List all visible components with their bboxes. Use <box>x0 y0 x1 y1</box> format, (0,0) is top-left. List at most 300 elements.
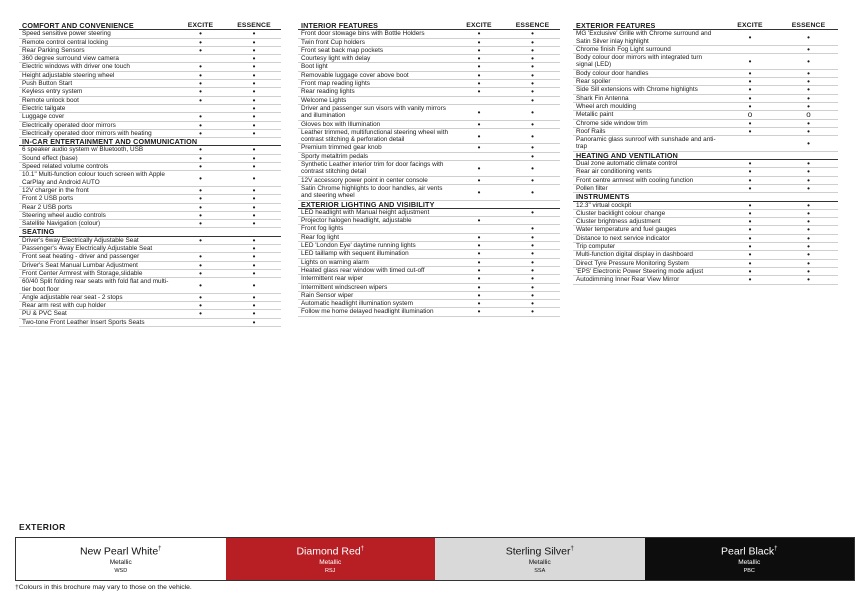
table-row <box>573 267 838 275</box>
essence-mark: • <box>227 318 281 326</box>
essence-mark: • <box>779 86 838 94</box>
excite-mark: • <box>721 267 779 275</box>
table-row <box>573 86 838 94</box>
table-row <box>19 245 281 253</box>
table-row <box>573 69 838 77</box>
essence-mark: • <box>505 233 560 241</box>
essence-mark: • <box>227 171 281 187</box>
essence-mark: • <box>505 80 560 88</box>
feature-name: Body colour door mirrors with integrated turn signal (LED) <box>573 54 721 70</box>
essence-mark: • <box>505 283 560 291</box>
excite-mark: • <box>174 171 227 187</box>
excite-mark: • <box>721 102 779 110</box>
feature-name: 12V charger in the front <box>19 186 174 194</box>
excite-mark: • <box>721 160 779 168</box>
essence-mark: • <box>227 261 281 269</box>
colour-code: WSD <box>114 567 128 574</box>
essence-mark: • <box>227 71 281 79</box>
excite-mark: • <box>174 121 227 129</box>
excite-mark: • <box>174 269 227 277</box>
essence-mark: • <box>227 46 281 54</box>
table-row <box>19 261 281 269</box>
feature-name: 12V accessory power point in center console <box>298 176 453 184</box>
colour-name: Diamond Red <box>296 545 361 558</box>
colour-swatch-silver <box>435 538 645 580</box>
colour-name: Pearl Black <box>721 545 775 558</box>
excite-mark: • <box>721 176 779 184</box>
feature-name: Dual zone automatic climate control <box>573 160 721 168</box>
excite-header: EXCITE <box>453 22 505 30</box>
feature-name: Boot light <box>298 63 453 71</box>
table-row <box>573 45 838 53</box>
essence-header: ESSENCE <box>779 22 838 30</box>
feature-name: Electric tailgate <box>19 104 174 112</box>
excite-mark: • <box>174 220 227 228</box>
table-row <box>298 208 560 216</box>
table-row <box>19 63 281 71</box>
excite-header: EXCITE <box>721 22 779 30</box>
essence-mark: • <box>227 245 281 253</box>
feature-name: Cluster backlight colour change <box>573 209 721 217</box>
table-row <box>573 201 838 209</box>
excite-mark: • <box>174 163 227 171</box>
excite-mark: • <box>174 253 227 261</box>
excite-mark: • <box>721 276 779 284</box>
colour-type: Metallic <box>109 558 132 566</box>
table-row <box>19 121 281 129</box>
table-row <box>19 186 281 194</box>
essence-mark: • <box>779 78 838 86</box>
spec-table <box>298 22 560 317</box>
feature-name: Automatic headlight illumination system <box>298 300 453 308</box>
excite-mark: • <box>721 251 779 259</box>
table-row <box>573 234 838 242</box>
colour-mark: † <box>570 546 574 553</box>
table-row <box>19 55 281 63</box>
feature-name: Front fog lights <box>298 225 453 233</box>
feature-name: Autodimming Inner Rear View Mirror <box>573 276 721 284</box>
feature-name: Front Center Armrest with Storage,slidable <box>19 269 174 277</box>
excite-mark: • <box>453 38 505 46</box>
excite-mark: • <box>453 300 505 308</box>
colour-name: Sterling Silver <box>505 545 571 558</box>
feature-name: Angle adjustable rear seat - 2 stops <box>19 293 174 301</box>
feature-name: Heated glass rear window with timed cut-off <box>298 266 453 274</box>
essence-mark: • <box>505 128 560 144</box>
excite-mark: • <box>174 88 227 96</box>
feature-name: Rear reading lights <box>298 88 453 96</box>
table-row <box>19 38 281 46</box>
excite-mark: • <box>174 261 227 269</box>
excite-mark: • <box>721 234 779 242</box>
table-row <box>298 217 560 225</box>
excite-mark: • <box>453 242 505 250</box>
excite-mark: • <box>174 46 227 54</box>
table-row <box>573 30 838 46</box>
table-row <box>298 266 560 274</box>
table-row <box>19 203 281 211</box>
excite-mark: o <box>721 111 779 119</box>
essence-mark: • <box>505 55 560 63</box>
table-row <box>19 154 281 162</box>
section-header-row <box>573 151 838 159</box>
excite-mark: • <box>453 283 505 291</box>
essence-mark: • <box>227 293 281 301</box>
feature-name: Distance to next service indicator <box>573 234 721 242</box>
essence-mark: • <box>779 234 838 242</box>
feature-name: Lights on warning alarm <box>298 258 453 266</box>
column-header-row <box>298 22 560 30</box>
table-row <box>298 71 560 79</box>
essence-mark: • <box>505 104 560 120</box>
excite-mark: • <box>174 154 227 162</box>
feature-name: Intermittent windscreen wipers <box>298 283 453 291</box>
essence-mark: • <box>505 161 560 177</box>
essence-mark: • <box>227 38 281 46</box>
table-row <box>298 46 560 54</box>
excite-mark: • <box>174 113 227 121</box>
table-row <box>298 233 560 241</box>
table-row <box>19 293 281 301</box>
feature-name: Passenger's 4way Electrically Adjustable Seat <box>19 245 174 253</box>
table-row <box>19 163 281 171</box>
essence-mark: • <box>779 267 838 275</box>
essence-mark: • <box>505 176 560 184</box>
table-row <box>19 96 281 104</box>
feature-name: Rear fog light <box>298 233 453 241</box>
feature-name: Rear 2 USB ports <box>19 203 174 211</box>
table-row <box>573 168 838 176</box>
feature-name: Rear air conditioning vents <box>573 168 721 176</box>
essence-mark: • <box>779 30 838 46</box>
table-row <box>573 78 838 86</box>
feature-name: Sound effect (base) <box>19 154 174 162</box>
essence-mark: • <box>779 218 838 226</box>
feature-name: Speed sensitive power steering <box>19 30 174 38</box>
feature-name: Trip computer <box>573 243 721 251</box>
excite-mark: • <box>174 293 227 301</box>
excite-mark: • <box>174 195 227 203</box>
excite-mark: • <box>453 80 505 88</box>
feature-name: Steering wheel audio controls <box>19 211 174 219</box>
feature-name: Satin Chrome highlights to door handles, air vents and steering wheel <box>298 184 453 200</box>
feature-name: MG 'Exclusive' Grille with Chrome surround and Satin Silver inlay highlight <box>573 30 721 46</box>
essence-mark: • <box>505 38 560 46</box>
feature-name: Remote unlock boot <box>19 96 174 104</box>
excite-mark: • <box>174 203 227 211</box>
excite-mark: • <box>721 30 779 46</box>
table-row <box>298 120 560 128</box>
essence-mark: • <box>227 163 281 171</box>
essence-mark: • <box>779 160 838 168</box>
essence-mark: • <box>227 195 281 203</box>
table-row <box>298 38 560 46</box>
essence-mark: • <box>779 176 838 184</box>
feature-name: Electric windows with driver one touch <box>19 63 174 71</box>
essence-mark: • <box>227 278 281 294</box>
colour-swatches <box>15 537 855 581</box>
table-row <box>19 318 281 326</box>
feature-name: Shark Fin Antenna <box>573 94 721 102</box>
section-header-row <box>19 138 281 146</box>
feature-name: Gloves box with Illumination <box>298 120 453 128</box>
section-header-row <box>298 200 560 208</box>
table-row <box>573 136 838 152</box>
essence-mark: • <box>505 308 560 316</box>
feature-name: Two-tone Front Leather Insert Sports Seats <box>19 318 174 326</box>
table-row <box>573 276 838 284</box>
feature-name: Welcome Lights <box>298 96 453 104</box>
feature-name: Panoramic glass sunroof with sunshade and anti-trap <box>573 136 721 152</box>
section-title: INSTRUMENTS <box>573 193 838 201</box>
table-row <box>19 71 281 79</box>
essence-mark: • <box>227 121 281 129</box>
feature-name: Chrome finish Fog Light surround <box>573 45 721 53</box>
table-row <box>19 80 281 88</box>
feature-name: Water temperature and fuel gauges <box>573 226 721 234</box>
excite-mark: • <box>721 86 779 94</box>
section-title: IN-CAR ENTERTAINMENT AND COMMUNICATION <box>19 138 281 146</box>
essence-mark: • <box>505 144 560 152</box>
excite-mark: • <box>721 226 779 234</box>
table-row <box>298 88 560 96</box>
colour-swatch-red <box>226 538 436 580</box>
feature-name: Luggage cover <box>19 113 174 121</box>
table-row <box>19 171 281 187</box>
essence-mark: • <box>505 184 560 200</box>
feature-name: Front seat heating - driver and passenger <box>19 253 174 261</box>
essence-mark: • <box>227 203 281 211</box>
feature-name: 'EPS' Electronic Power Steering mode adjust <box>573 267 721 275</box>
excite-mark: • <box>453 233 505 241</box>
table-row <box>573 176 838 184</box>
spec-column-3 <box>573 22 838 285</box>
colour-mark: † <box>158 546 162 553</box>
essence-mark: • <box>505 250 560 258</box>
table-row <box>19 220 281 228</box>
table-row <box>298 55 560 63</box>
section-title: SEATING <box>19 228 281 236</box>
feature-name: Metallic paint <box>573 111 721 119</box>
feature-name: LED headlight with Manual height adjustment <box>298 208 453 216</box>
excite-mark <box>721 45 779 53</box>
feature-name: Rear spoiler <box>573 78 721 86</box>
feature-name: Direct Tyre Pressure Monitoring System <box>573 259 721 267</box>
colour-swatch-black <box>645 538 855 580</box>
table-row <box>573 243 838 251</box>
feature-name: Rear Parking Sensors <box>19 46 174 54</box>
essence-mark: • <box>779 209 838 217</box>
spec-table <box>573 22 838 285</box>
excite-mark: • <box>721 119 779 127</box>
feature-name: Keyless entry system <box>19 88 174 96</box>
essence-mark: • <box>779 184 838 192</box>
essence-mark: • <box>505 242 560 250</box>
feature-name: Premium trimmed gear knob <box>298 144 453 152</box>
essence-mark: • <box>227 88 281 96</box>
excite-mark: • <box>174 63 227 71</box>
table-row <box>573 218 838 226</box>
spec-table <box>19 22 281 327</box>
column-header-row <box>573 22 838 30</box>
table-row <box>298 242 560 250</box>
feature-name: Electrically operated door mirrors with heating <box>19 129 174 137</box>
feature-name: Chrome side window trim <box>573 119 721 127</box>
colour-code: SSA <box>534 567 546 574</box>
feature-name: Projector halogen headlight, adjustable <box>298 217 453 225</box>
excite-mark: • <box>174 146 227 154</box>
excite-mark: • <box>453 291 505 299</box>
essence-mark: • <box>779 127 838 135</box>
essence-mark: • <box>227 104 281 112</box>
essence-mark: • <box>505 275 560 283</box>
excite-mark: • <box>174 302 227 310</box>
essence-mark: • <box>227 129 281 137</box>
colour-type: Metallic <box>528 558 551 566</box>
essence-mark: • <box>227 146 281 154</box>
section-title: EXTERIOR LIGHTING AND VISIBILITY <box>298 200 560 208</box>
excite-mark <box>174 318 227 326</box>
essence-mark: • <box>227 113 281 121</box>
excite-mark: • <box>453 46 505 54</box>
essence-mark: • <box>227 186 281 194</box>
table-row <box>298 161 560 177</box>
feature-name: Intermittent rear wiper <box>298 275 453 283</box>
table-row <box>19 30 281 38</box>
table-row <box>19 236 281 244</box>
essence-mark: • <box>779 45 838 53</box>
feature-name: Driver and passenger sun visors with vanity mirrors and illumination <box>298 104 453 120</box>
excite-mark: • <box>174 30 227 38</box>
table-row <box>298 128 560 144</box>
feature-name: Remote control central locking <box>19 38 174 46</box>
spec-column-1 <box>19 22 281 327</box>
feature-name: Front 2 USB ports <box>19 195 174 203</box>
section-title: EXTERIOR FEATURES <box>573 22 721 30</box>
feature-name: PU & PVC Seat <box>19 310 174 318</box>
feature-name: Leather trimmed, multifunctional steering wheel with contrast stitching & perforation detail <box>298 128 453 144</box>
table-row <box>298 144 560 152</box>
feature-name: Push Button Start <box>19 80 174 88</box>
feature-name: Pollen filter <box>573 184 721 192</box>
table-row <box>298 283 560 291</box>
essence-mark: • <box>227 220 281 228</box>
essence-header: ESSENCE <box>505 22 560 30</box>
table-row <box>298 80 560 88</box>
excite-mark: • <box>453 71 505 79</box>
table-row <box>573 127 838 135</box>
essence-mark: • <box>505 46 560 54</box>
table-row <box>19 278 281 294</box>
essence-mark: • <box>505 291 560 299</box>
colour-mark: † <box>774 546 778 553</box>
essence-mark: • <box>779 102 838 110</box>
table-row <box>19 46 281 54</box>
essence-mark: • <box>227 30 281 38</box>
feature-name: Electrically operated door mirrors <box>19 121 174 129</box>
table-row <box>298 184 560 200</box>
excite-mark: • <box>174 236 227 244</box>
feature-name: Courtesy light with delay <box>298 55 453 63</box>
excite-mark: • <box>721 78 779 86</box>
exterior-label: EXTERIOR <box>19 522 66 532</box>
colour-code: PBC <box>743 567 755 574</box>
excite-mark: • <box>453 161 505 177</box>
table-row <box>298 63 560 71</box>
essence-mark: • <box>227 55 281 63</box>
colour-swatch-white <box>16 538 226 580</box>
excite-mark: • <box>174 129 227 137</box>
essence-mark: • <box>779 226 838 234</box>
essence-mark: • <box>779 69 838 77</box>
excite-mark <box>453 152 505 160</box>
spec-column-2 <box>298 22 560 317</box>
feature-name: 10.1" Multi-function colour touch screen with Apple CarPlay and Android AUTO <box>19 171 174 187</box>
essence-header: ESSENCE <box>227 22 281 30</box>
essence-mark: • <box>779 201 838 209</box>
feature-name: 12.3" virtual cockpit <box>573 201 721 209</box>
table-row <box>298 225 560 233</box>
colour-code: RSJ <box>325 567 336 574</box>
essence-mark: • <box>779 251 838 259</box>
excite-mark: • <box>721 209 779 217</box>
colour-type: Metallic <box>738 558 761 566</box>
feature-name: Front map reading lights <box>298 80 453 88</box>
essence-mark: • <box>505 30 560 38</box>
essence-mark: • <box>227 80 281 88</box>
essence-mark: • <box>505 71 560 79</box>
excite-mark: • <box>453 217 505 225</box>
table-row <box>573 119 838 127</box>
excite-mark: • <box>453 176 505 184</box>
essence-mark: • <box>505 88 560 96</box>
excite-mark: • <box>453 88 505 96</box>
table-row <box>298 291 560 299</box>
excite-mark: • <box>174 278 227 294</box>
excite-mark: • <box>174 310 227 318</box>
excite-mark: • <box>453 120 505 128</box>
feature-name: Front centre armrest with cooling function <box>573 176 721 184</box>
feature-name: Sporty metaltrim pedals <box>298 152 453 160</box>
essence-mark: • <box>779 54 838 70</box>
essence-mark: • <box>779 276 838 284</box>
table-row <box>19 310 281 318</box>
feature-name: Height adjustable steering wheel <box>19 71 174 79</box>
essence-mark: • <box>505 63 560 71</box>
excite-mark: • <box>453 55 505 63</box>
table-row <box>19 211 281 219</box>
feature-name: Side Sill extensions with Chrome highlights <box>573 86 721 94</box>
table-row <box>298 250 560 258</box>
colour-name: New Pearl White <box>79 545 159 558</box>
table-row <box>573 259 838 267</box>
essence-mark: • <box>505 266 560 274</box>
table-row <box>298 300 560 308</box>
essence-mark: • <box>505 208 560 216</box>
table-row <box>298 104 560 120</box>
table-row <box>298 30 560 38</box>
table-row <box>573 209 838 217</box>
feature-name: Multi-function digital display in dashboard <box>573 251 721 259</box>
table-row <box>19 113 281 121</box>
essence-mark: • <box>227 269 281 277</box>
table-row <box>298 275 560 283</box>
essence-mark: • <box>505 96 560 104</box>
table-row <box>573 94 838 102</box>
excite-mark <box>721 136 779 152</box>
essence-mark: • <box>227 96 281 104</box>
feature-name: Speed related volume controls <box>19 163 174 171</box>
